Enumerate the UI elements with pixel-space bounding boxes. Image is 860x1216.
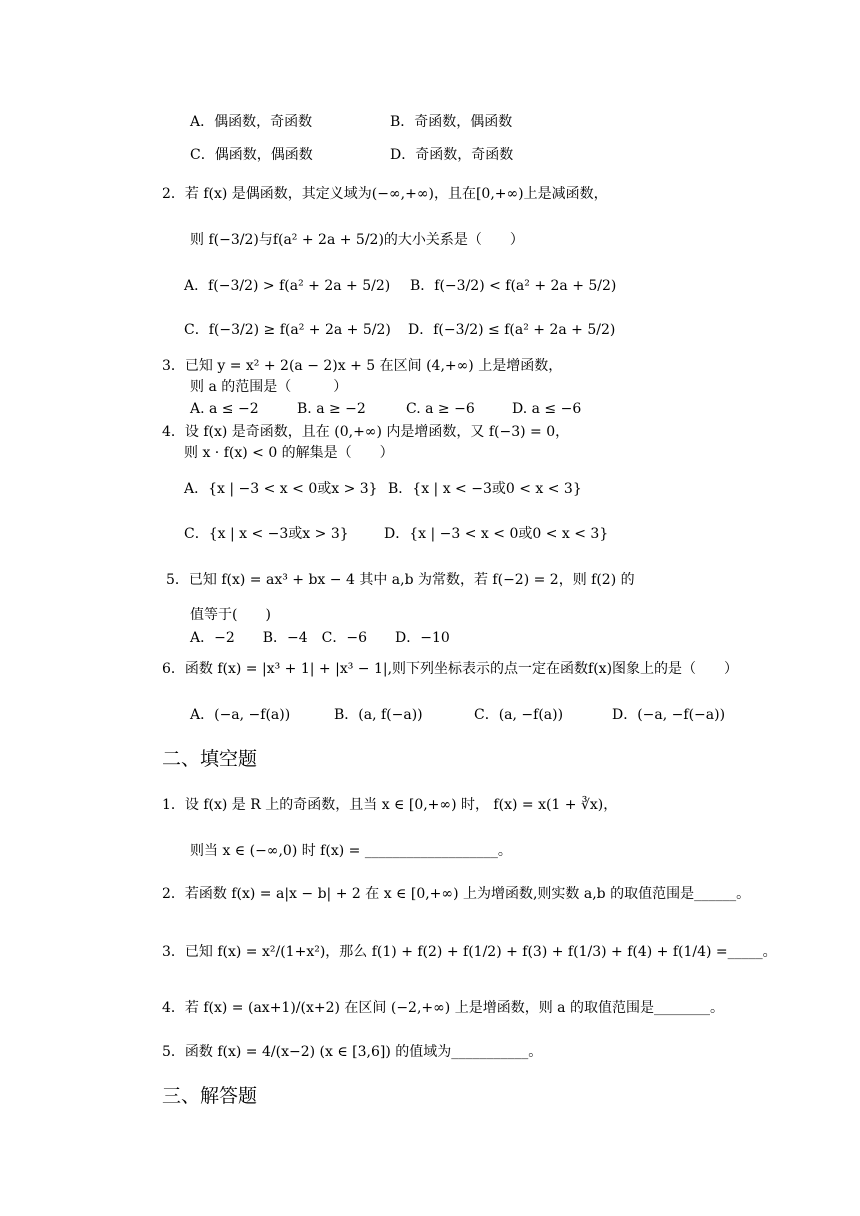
q3-option-c: C. a ≥ −6 (406, 401, 475, 417)
q1-option-d: D．奇函数，奇函数 (390, 147, 514, 163)
q3-option-b: B. a ≥ −2 (297, 401, 366, 417)
q2-option-c: C．f(−3/2) ≥ f(a² + 2a + 5/2) (184, 322, 391, 338)
q4-option-c: C．{x | x < −3或x > 3} (184, 526, 349, 542)
q2-stem: 2．若 f(x) 是偶函数，其定义域为(−∞,+∞)，且在[0,+∞)上是减函数， (162, 186, 608, 202)
q1-option-c: C．偶函数，偶函数 (190, 147, 313, 163)
q3-stem: 3．已知 y = x² + 2(a − 2)x + 5 在区间 (4,+∞) 上是增函数， (162, 358, 563, 374)
fill-question-3: 3．已知 f(x) = x²/(1+x²)，那么 f(1) + f(2) + f(1/2) + f(3) + f(1/3) + f(4) + f(1/4) =_____。 (162, 944, 777, 960)
q5-options: A．−2 B．−4 C．−6 D．−10 (190, 630, 450, 646)
q4-option-d: D．{x | −3 < x < 0或0 < x < 3} (384, 526, 609, 542)
q5-stem-value: 值等于( ) (190, 607, 271, 623)
q3-option-d: D. a ≤ −6 (512, 401, 582, 417)
q3-option-a: A. a ≤ −2 (190, 401, 259, 417)
q4-stem: 4．设 f(x) 是奇函数，且在 (0,+∞) 内是增函数，又 f(−3) = 0， (162, 424, 570, 440)
fill-question-2: 2．若函数 f(x) = a|x − b| + 2 在 x ∈ [0,+∞) 上为增函数,则实数 a,b 的取值范围是______。 (162, 886, 751, 902)
q2-option-d: D．f(−3/2) ≤ f(a² + 2a + 5/2) (408, 322, 616, 338)
fill-question-1: 1．设 f(x) 是 R 上的奇函数，且当 x ∈ [0,+∞) 时， f(x) = x(1 + ∛x)， (162, 797, 618, 813)
q1-option-a: A．偶函数，奇函数 (190, 114, 313, 130)
q4-option-b: B．{x | x < −3或0 < x < 3} (388, 481, 582, 497)
section-fill-in-title: 二、填空题 (162, 748, 258, 770)
q6-option-b: B．(a, f(−a)) (334, 707, 423, 723)
q6-option-a: A．(−a, −f(a)) (190, 707, 291, 723)
section-solution-title: 三、解答题 (162, 1085, 258, 1107)
q6-option-c: C．(a, −f(a)) (474, 707, 564, 723)
q5-stem: 5．已知 f(x) = ax³ + bx − 4 其中 a,b 为常数，若 f(−2) = 2，则 f(2) 的 (166, 572, 635, 588)
q6-stem: 6．函数 f(x) = |x³ + 1| + |x³ − 1|,则下列坐标表示的点一定在函数f(x)图象上的是（ ） (162, 661, 739, 677)
q2-option-b: B．f(−3/2) < f(a² + 2a + 5/2) (410, 278, 617, 294)
q6-option-d: D．(−a, −f(−a)) (612, 707, 726, 723)
fill-question-1-blank: 则当 x ∈ (−∞,0) 时 f(x) = ___________________。 (190, 843, 512, 859)
fill-question-5: 5．函数 f(x) = 4/(x−2) (x ∈ [3,6]) 的值域为___________。 (162, 1044, 543, 1060)
q3-stem-range: 则 a 的范围是（ ） (190, 379, 348, 395)
q4-stem-solution: 则 x · f(x) < 0 的解集是（ ） (184, 445, 394, 461)
fill-question-4: 4．若 f(x) = (ax+1)/(x+2) 在区间 (−2,+∞) 上是增函数，则 a 的取值范围是________。 (162, 1000, 724, 1016)
q2-stem-relation: 则 f(−3/2)与f(a² + 2a + 5/2)的大小关系是（ ） (190, 232, 524, 248)
q4-option-a: A．{x | −3 < x < 0或x > 3} (184, 481, 378, 497)
q1-option-b: B．奇函数，偶函数 (390, 114, 513, 130)
q2-option-a: A．f(−3/2) > f(a² + 2a + 5/2) (184, 278, 391, 294)
